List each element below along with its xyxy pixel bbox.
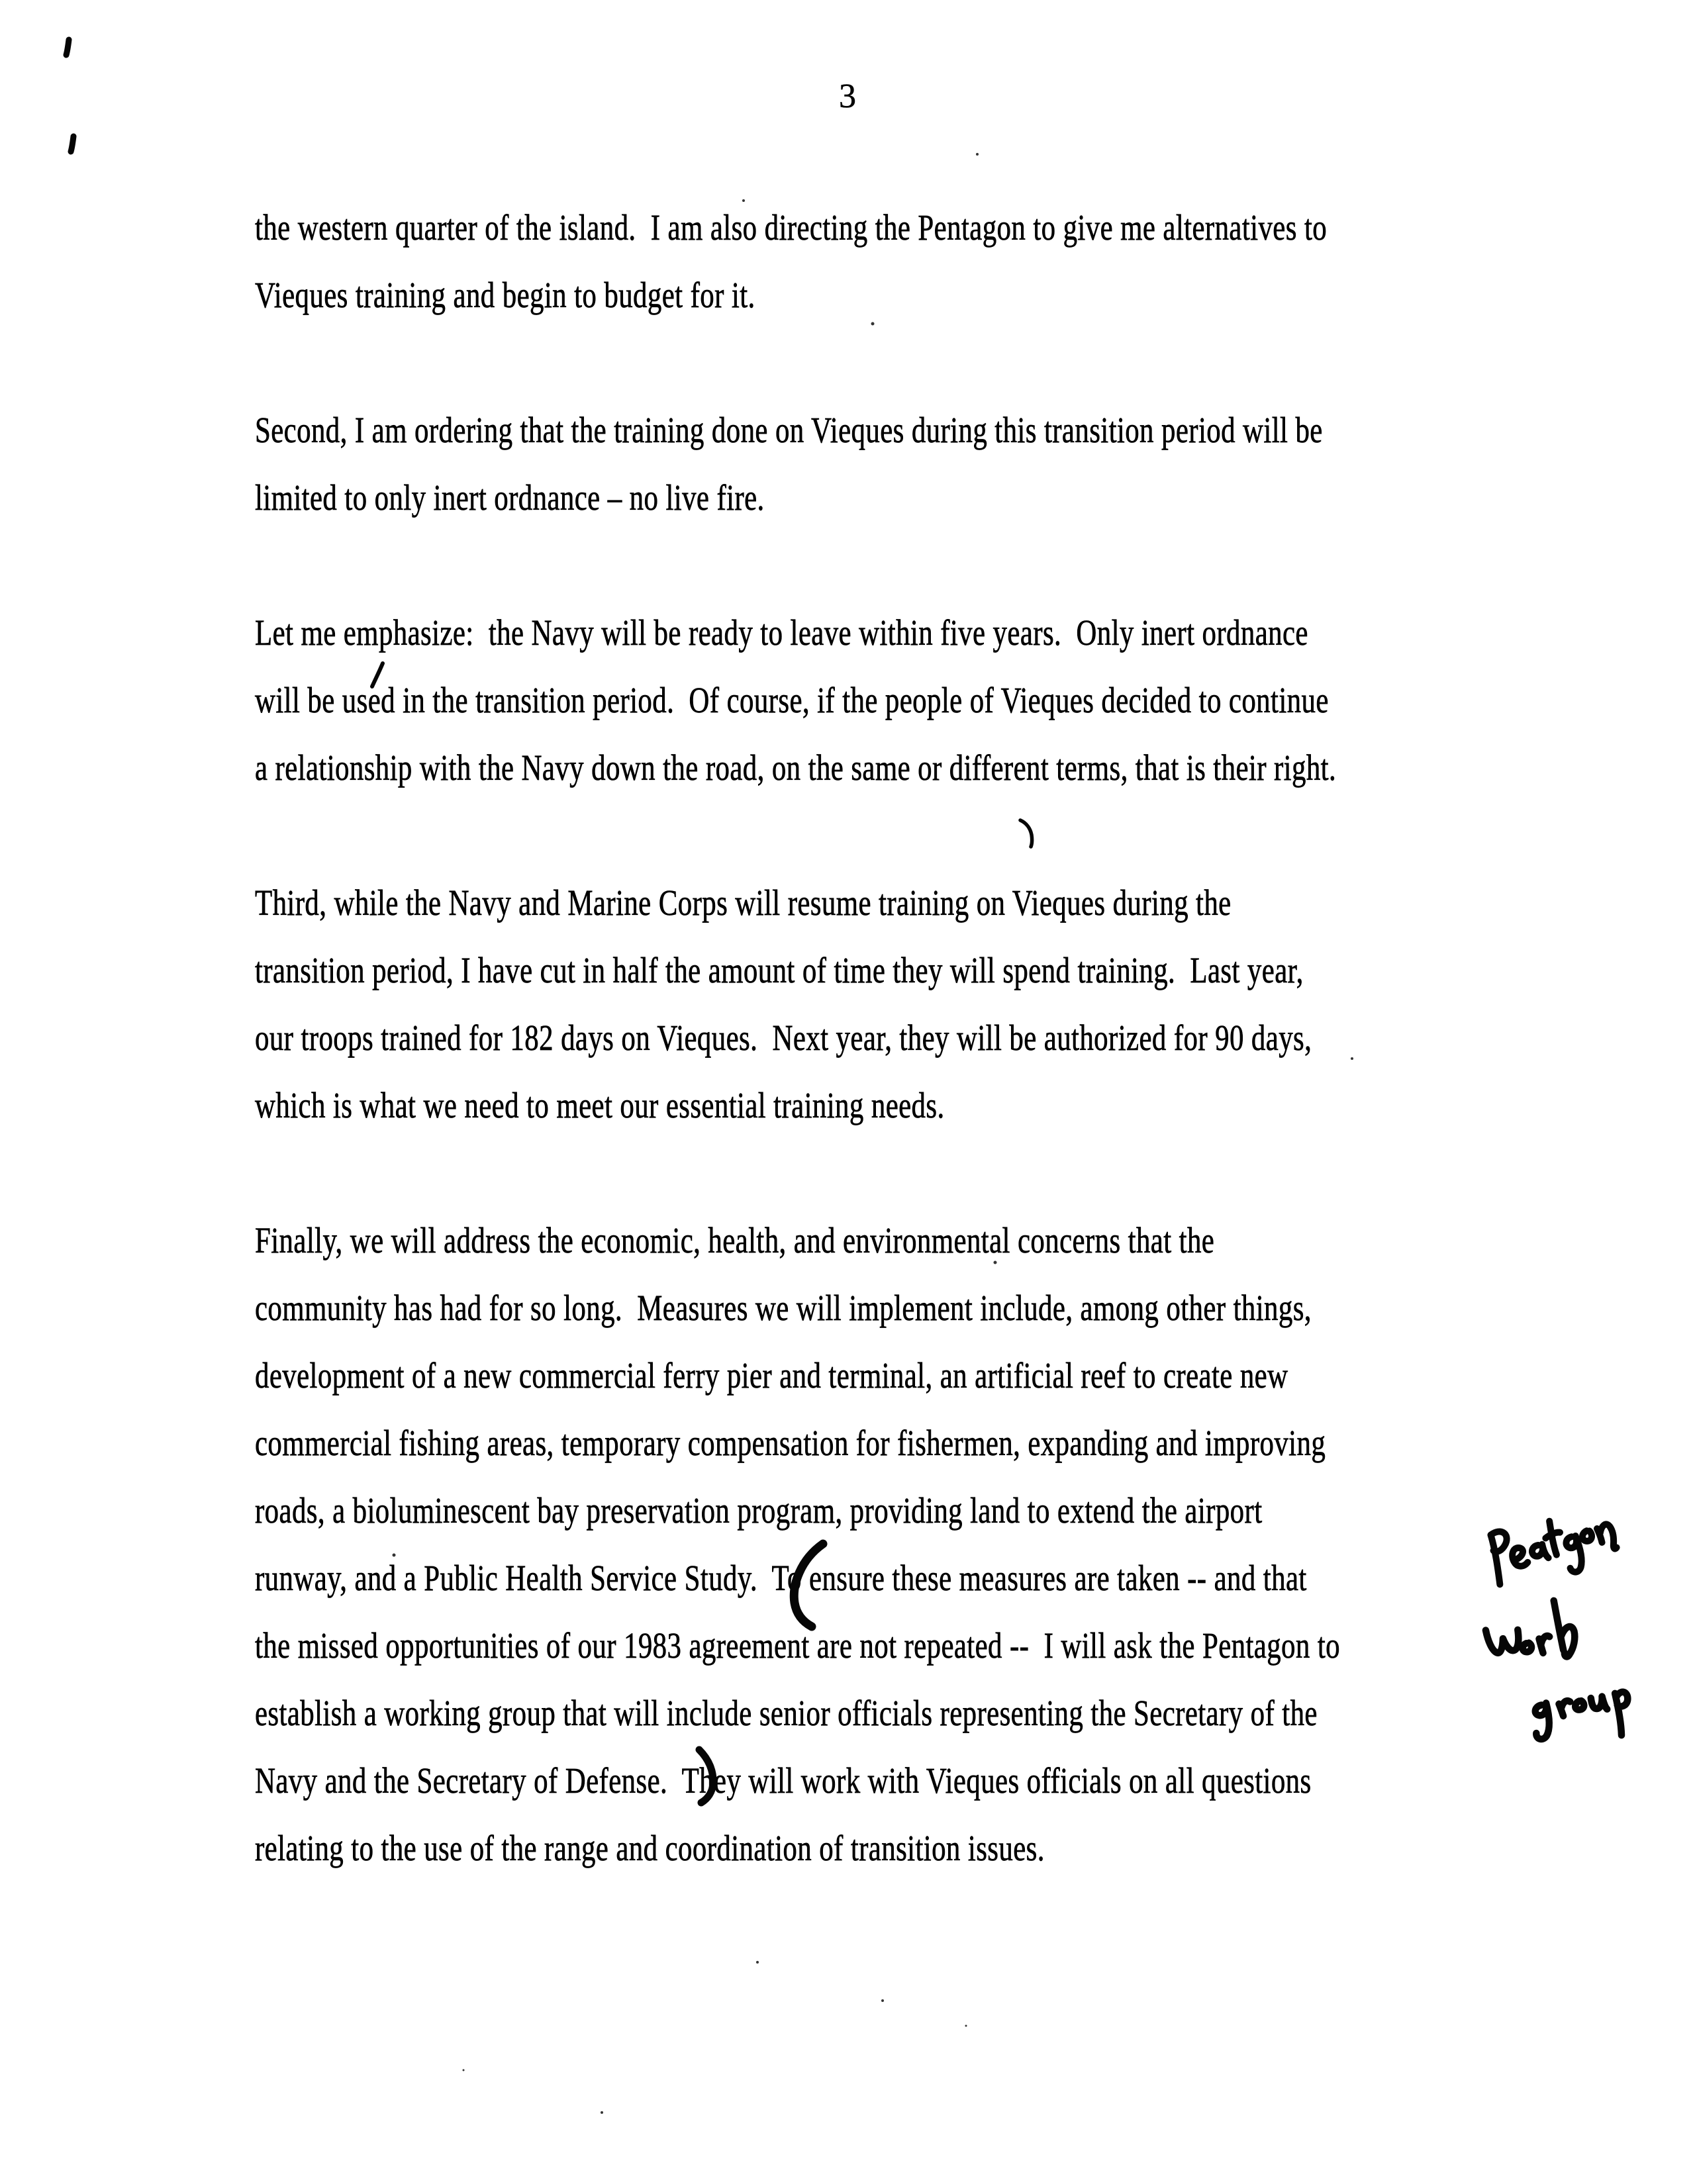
paragraph-2 — [255, 397, 1695, 532]
text-line: relating to the use of the range and coordination of transition issues. — [255, 1828, 1045, 1868]
text-line: the western quarter of the island. I am also directing the Pentagon to give me alternatives to — [255, 207, 1328, 248]
paragraph-1 — [255, 194, 1695, 329]
paragraph-3 — [255, 599, 1695, 802]
text-line: which is what we need to meet our essential training needs. — [255, 1085, 945, 1125]
page-number: 3 — [839, 77, 856, 115]
text-line: limited to only inert ordnance – no live fire. — [255, 477, 765, 518]
text-line: our troops trained for 182 days on Vieques. Next year, they will be authorized for 90 days, — [255, 1018, 1312, 1058]
text-line: roads, a bioluminescent bay preservation program, providing land to extend the airport — [255, 1490, 1263, 1531]
text-line: commercial fishing areas, temporary compensation for fishermen, expanding and improving — [255, 1423, 1326, 1463]
text-line: establish a working group that will include senior officials representing the Secretary of the — [255, 1693, 1318, 1733]
stray-ink-mark — [71, 136, 73, 152]
text-line: the missed opportunities of our 1983 agreement are not repeated -- I will ask the Pentagon to — [255, 1625, 1341, 1666]
text-line: will be used in the transition period. Of course, if the people of Vieques decided to continue — [255, 680, 1329, 720]
text-line: a relationship with the Navy down the road, on the same or different terms, that is their right. — [255, 747, 1337, 788]
text-line: community has had for so long. Measures we will implement include, among other things, — [255, 1288, 1312, 1328]
text-line: Let me emphasize: the Navy will be ready to leave within five years. Only inert ordnance — [255, 612, 1308, 653]
paragraph-5 — [255, 1207, 1695, 1882]
text-line: Finally, we will address the economic, health, and environmental concerns that the — [255, 1220, 1215, 1260]
paragraph-4 — [255, 869, 1695, 1139]
text-line: Navy and the Secretary of Defense. They will work with Vieques officials on all questions — [255, 1760, 1312, 1801]
text-line: transition period, I have cut in half the amount of time they will spend training. Last year, — [255, 950, 1304, 990]
stray-ink-mark — [66, 40, 69, 55]
text-line: development of a new commercial ferry pier and terminal, an artificial reef to create new — [255, 1355, 1288, 1396]
text-line: Vieques training and begin to budget for it. — [255, 275, 755, 315]
text-line: runway, and a Public Health Service Study. To ensure these measures are taken -- and that — [255, 1558, 1307, 1598]
document-body — [255, 194, 1695, 1882]
text-line: Second, I am ordering that the training done on Vieques during this transition period will be — [255, 410, 1323, 450]
text-line: Third, while the Navy and Marine Corps will resume training on Vieques during the — [255, 882, 1232, 923]
